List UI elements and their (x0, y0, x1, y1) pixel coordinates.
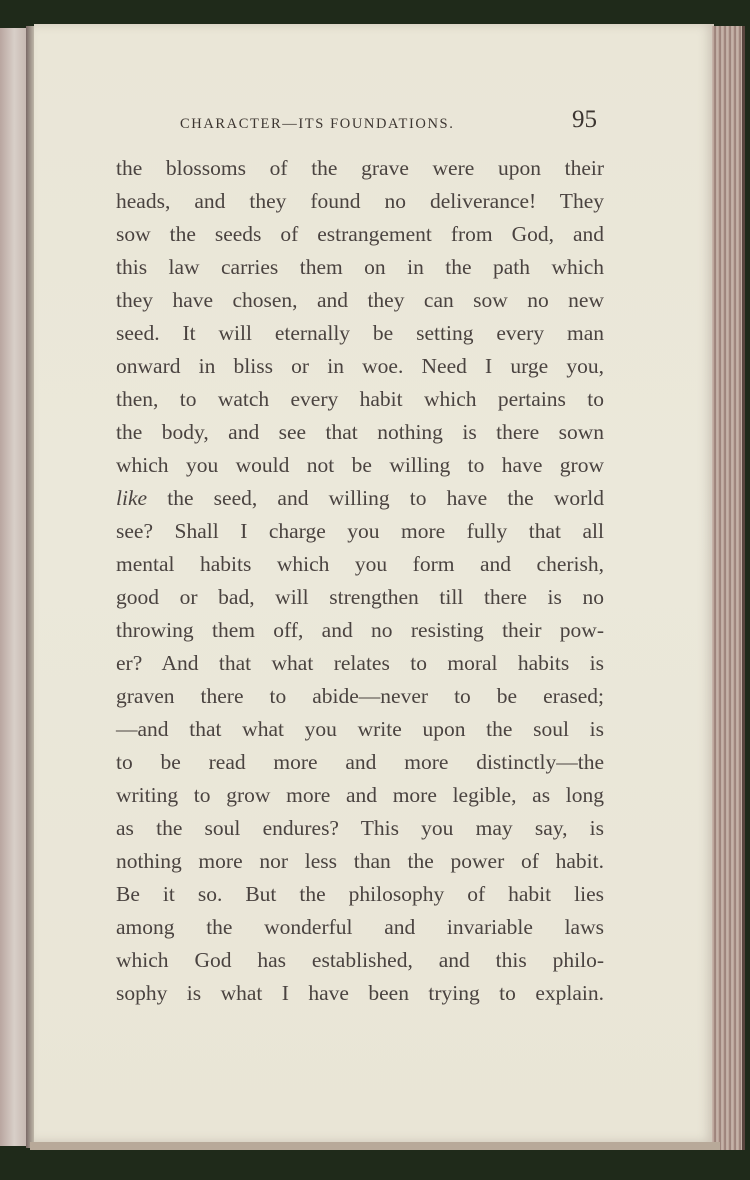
running-head: CHARACTER—ITS FOUNDATIONS. (180, 116, 455, 132)
text-line: —and that what you write upon the soul is (116, 717, 604, 741)
left-page-edge (0, 28, 28, 1146)
page-edges (712, 26, 745, 1150)
text-line: the blossoms of the grave were upon their (116, 156, 604, 180)
page-header (180, 104, 600, 144)
page-number: 95 (572, 106, 597, 133)
text-line: graven there to abide—never to be erased; (116, 684, 604, 708)
bottom-page-edge (30, 1142, 720, 1150)
text-line: which God has established, and this philo- (116, 948, 604, 972)
text-line: heads, and they found no deliverance! They (116, 189, 604, 213)
text-line: this law carries them on in the path which (116, 255, 604, 279)
text-line: throwing them off, and no resisting their pow- (116, 618, 604, 642)
text-line-italic (116, 482, 604, 515)
text-line: they have chosen, and they can sow no new (116, 288, 604, 312)
text-line: see? Shall I charge you more fully that all (116, 519, 604, 543)
text-line: mental habits which you form and cherish, (116, 552, 604, 576)
text-line: er? And that what relates to moral habits is (116, 651, 604, 675)
text-line: among the wonderful and invariable laws (116, 915, 604, 939)
body-text (116, 152, 604, 1010)
text-line: then, to watch every habit which pertains to (116, 387, 604, 411)
text-line: seed. It will eternally be setting every man (116, 321, 604, 345)
italic-word: like (116, 486, 148, 510)
text-line: which you would not be willing to have grow (116, 453, 604, 477)
text-line: nothing more nor less than the power of habit. (116, 849, 604, 873)
text-line: writing to grow more and more legible, as long (116, 783, 604, 807)
text-line: sow the seeds of estrangement from God, and (116, 222, 604, 246)
text-line: as the soul endures? This you may say, is (116, 816, 604, 840)
text-line-rest: the seed, and willing to have the world (167, 486, 605, 510)
text-line: Be it so. But the philosophy of habit lies (116, 882, 604, 906)
text-line: onward in bliss or in woe. Need I urge you, (116, 354, 604, 378)
text-line: the body, and see that nothing is there sown (116, 420, 604, 444)
text-line: to be read more and more distinctly—the (116, 750, 604, 774)
text-line: sophy is what I have been trying to explain. (116, 981, 604, 1005)
text-line: good or bad, will strengthen till there is no (116, 585, 604, 609)
